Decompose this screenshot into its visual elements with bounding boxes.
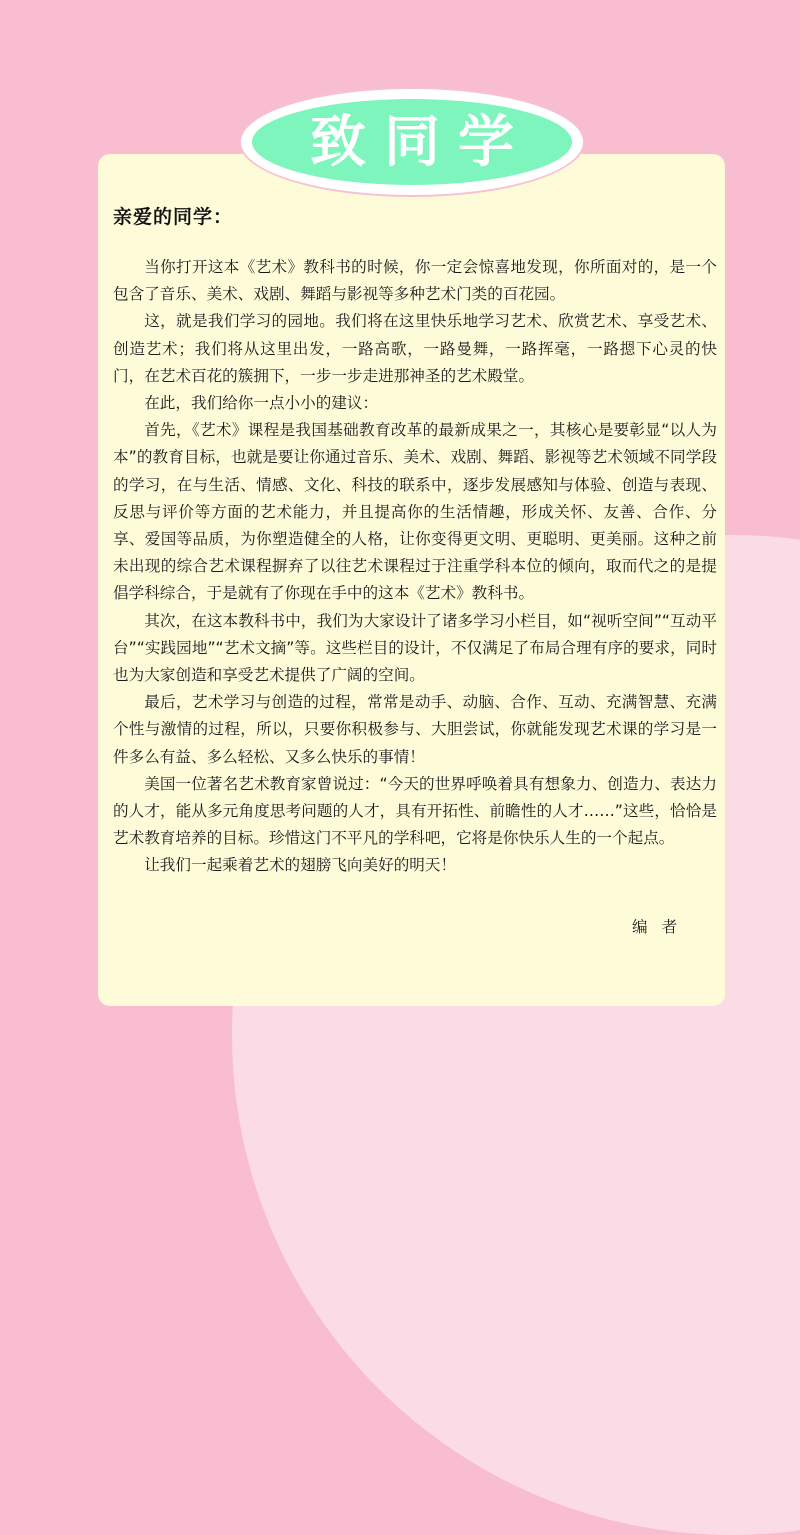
- paragraph: 其次，在这本教科书中，我们为大家设计了诸多学习小栏目，如“视听空间”“互动平台”“实践园地”“艺术文摘”等。这些栏目的设计，不仅满足了布局合理有序的要求，同时也为大家创造和享受艺术提供了广阔的空间。: [113, 611, 717, 685]
- paragraph: 让我们一起乘着艺术的翅膀飞向美好的明天！: [144, 856, 457, 875]
- page-title: 致同学: [310, 109, 532, 175]
- greeting: 亲爱的同学：: [113, 206, 234, 228]
- paragraph: 首先，《艺术》课程是我国基础教育改革的最新成果之一，其核心是要彰显“以人为本”的教育目标，也就是要让你通过音乐、美术、戏剧、舞蹈、影视等艺术领域不同学段的学习，在与生活、情感、文化、科技的联系中，逐步发展感知与体验、创造与表现、反思与评价等方面的艺术能力，并且提高你的生活情趣，形成关怀、友善、合作、分享、爱国等品质，为你塑造健全的人格，让你变得更文明、更聪明、更美丽。这种之前未出现的综合艺术课程摒弃了以往艺术课程过于注重学科本位的倾向，取而代之的是提倡学科综合，于是就有了你现在手中的这本《艺术》教科书。: [113, 421, 717, 603]
- paragraph: 当你打开这本《艺术》教科书的时候，你一定会惊喜地发现，你所面对的，是一个包含了音乐、美术、戏剧、舞蹈与影视等多种艺术门类的百花园。: [113, 258, 717, 304]
- title-badge: [252, 99, 572, 185]
- paragraph: 美国一位著名艺术教育家曾说过：“今天的世界呼唤着具有想象力、创造力、表达力的人才，能从多元角度思考问题的人才，具有开拓性、前瞻性的人才……”这些，恰恰是艺术教育培养的目标。珍惜这门不平凡的学科吧，它将是你快乐人生的一个起点。: [113, 774, 717, 848]
- paragraph: 最后，艺术学习与创造的过程，常常是动手、动脑、合作、互动、充满智慧、充满个性与激情的过程，所以，只要你积极参与、大胆尝试，你就能发现艺术课的学习是一件多么有益、多么轻松、又多么快乐的事情！: [113, 693, 717, 766]
- paragraph: 在此，我们给你一点小小的建议：: [144, 394, 379, 413]
- paragraph: 这，就是我们学习的园地。我们将在这里快乐地学习艺术、欣赏艺术、享受艺术、创造艺术；我们将从这里出发，一路高歌，一路曼舞，一路挥毫，一路摁下心灵的快门，在艺术百花的簇拥下，一步一步走进那神圣的艺术殿堂。: [113, 312, 717, 385]
- signature: 编者: [632, 918, 692, 936]
- letter-body: [113, 254, 717, 880]
